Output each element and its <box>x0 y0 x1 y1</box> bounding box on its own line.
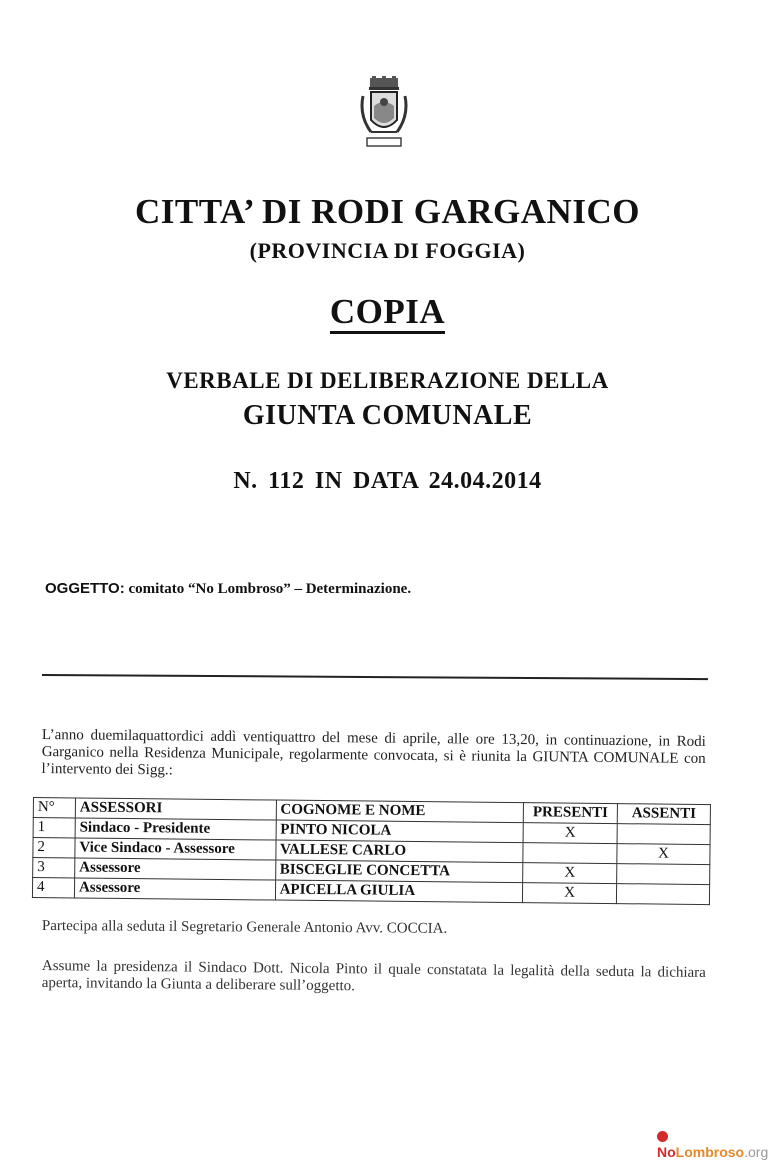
horizontal-divider <box>42 674 708 680</box>
row-name: PINTO NICOLA <box>276 820 524 843</box>
verbale-heading-line2: GIUNTA COMUNALE <box>242 400 533 431</box>
watermark-part2: Lombroso <box>675 1144 745 1160</box>
subject-line <box>45 580 411 598</box>
subject-text: comitato “No Lombroso” – Determinazione. <box>128 581 412 597</box>
row-role: Assessore <box>74 878 275 900</box>
presidency-paragraph: Assume la presidenza il Sindaco Dott. Nicola Pinto il quale constatata la legalità della seduta la dichiara aperta, invitando la Giunta a deliberare sull’oggetto. <box>41 958 706 995</box>
row-role: Assessore <box>75 858 276 880</box>
row-name: BISCEGLIE CONCETTA <box>275 860 523 883</box>
row-number: 2 <box>33 838 75 858</box>
row-presenti: X <box>522 883 616 904</box>
row-assenti <box>617 824 710 845</box>
verbale-heading-line1: VERBALE DI DELIBERAZIONE DELLA <box>166 368 609 393</box>
city-title: CITTA’ DI RODI GARGANICO <box>135 192 640 231</box>
row-number: 1 <box>33 818 75 838</box>
row-name: VALLESE CARLO <box>275 840 523 863</box>
row-name: APICELLA GIULIA <box>275 880 523 903</box>
row-assenti <box>616 884 709 905</box>
row-presenti: X <box>523 823 617 844</box>
attendance-table <box>32 797 711 905</box>
watermark-part3: .org <box>744 1144 769 1160</box>
header-cognome-nome: COGNOME E NOME <box>276 800 524 823</box>
watermark-part1: No <box>657 1144 676 1160</box>
copy-heading <box>0 292 775 332</box>
row-role: Vice Sindaco - Assessore <box>75 838 276 860</box>
deliberation-number-date: N. 112 IN DATA 24.04.2014 <box>233 468 542 494</box>
row-presenti <box>523 843 617 864</box>
no-symbol-icon <box>657 1131 668 1142</box>
row-number: 4 <box>32 878 74 898</box>
province-subtitle: (PROVINCIA DI FOGGIA) <box>249 238 526 263</box>
subject-label: OGGETTO: <box>45 580 125 597</box>
row-presenti: X <box>523 863 617 884</box>
coat-of-arms-emblem <box>357 76 411 152</box>
row-assenti: X <box>617 844 710 865</box>
site-watermark <box>657 1128 775 1160</box>
intro-paragraph: L’anno duemilaquattordici addì ventiquattro del mese di aprile, alle ore 13,20, in continuazione, in Rodi Garganico nella Residenza Municipale, regolarmente convocata, si è riunita la GIUNTA COMUNALE con l’intervento dei Sigg.: <box>41 727 706 779</box>
header-number: N° <box>33 798 75 818</box>
row-role: Sindaco - Presidente <box>75 818 276 840</box>
header-assenti: ASSENTI <box>617 804 710 825</box>
row-number: 3 <box>33 858 75 878</box>
copy-heading-text: COPIA <box>330 292 445 334</box>
secretary-paragraph: Partecipa alla seduta il Segretario Generale Antonio Avv. COCCIA. <box>41 918 448 937</box>
header-presenti: PRESENTI <box>523 803 617 824</box>
header-assessori: ASSESSORI <box>75 798 276 820</box>
row-assenti <box>617 864 710 885</box>
